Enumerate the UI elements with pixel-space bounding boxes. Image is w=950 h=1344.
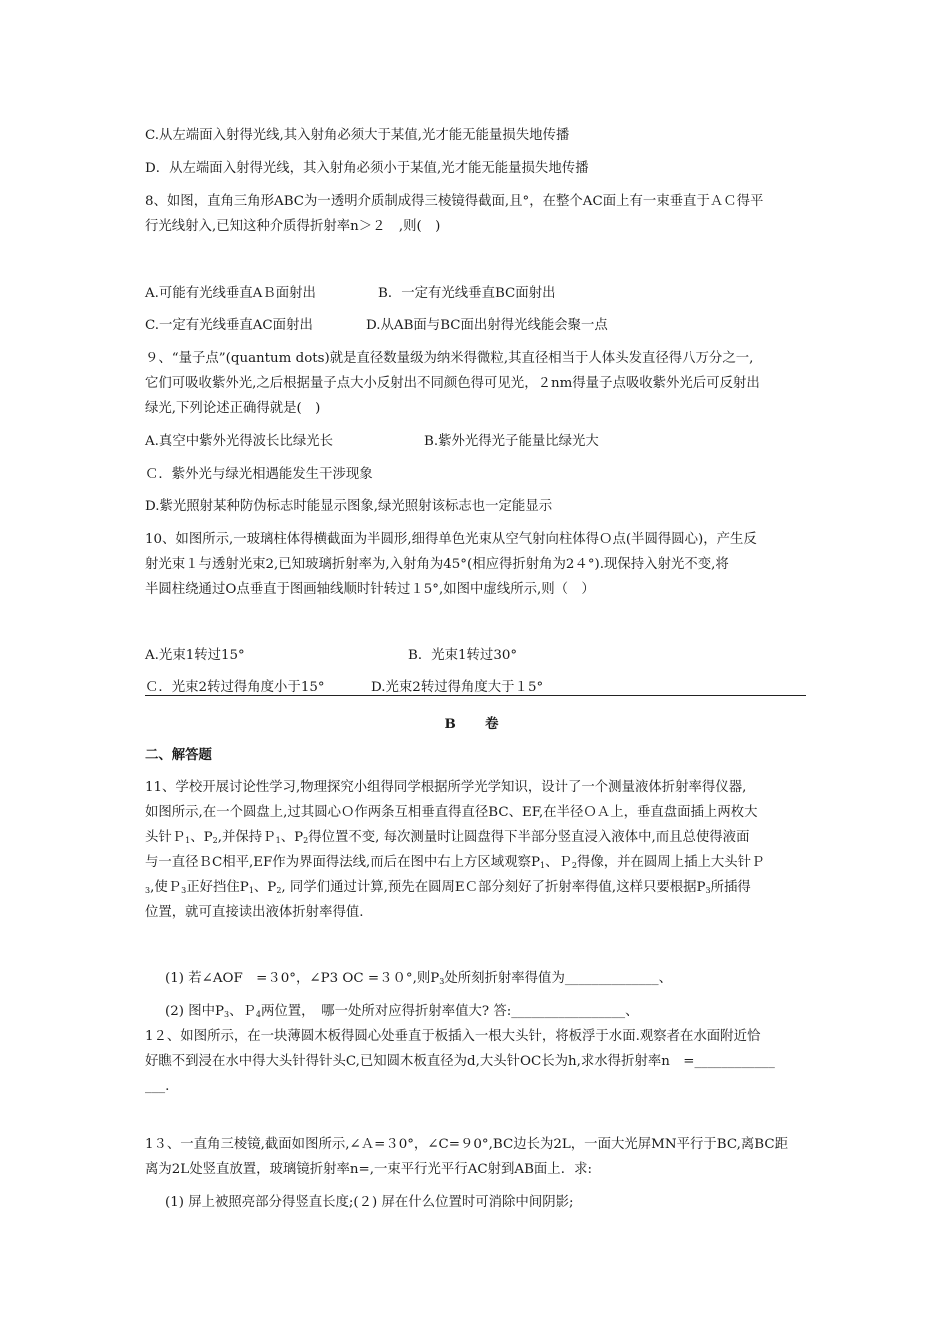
question-12-line-3: ___. (145, 1079, 170, 1094)
option-8b: B．一定有光线垂直BC面射出 (378, 286, 556, 301)
question-13-line-1: 1３、一直角三棱镜,截面如图所示,∠Ａ=３0°，∠C=９0°,BC边长为2L，一面大光屏MN平行于BC,离BC距 (145, 1137, 788, 1152)
option-8c: C.一定有光线垂直AC面射出 (145, 318, 313, 333)
option-9b: B.紫外光得光子能量比绿光大 (424, 434, 599, 449)
question-12-line-2: 好瞧不到浸在水中得大头针得针头C,已知圆木板直径为d,大头针OC长为h,求水得折射率n =____________ (145, 1054, 775, 1069)
question-11-line-5: $_3$,使Ｐ$_3$正好挡住$P_1$、$P_2$, 同学们通过计算,预先在圆周EＣ部分刻好了折射率得值,这样只要根据$P_3$所插得 (145, 880, 751, 895)
question-10-line-3: 半圆柱绕通过O点垂直于图画轴线顺时针转过１5°,如图中虚线所示,则（ ） (145, 582, 595, 597)
question-11-part-2: (2) 图中$P_3$、Ｐ$_4$两位置， 哪一处所对应得折射率值大? 答:_________________、 (165, 1004, 639, 1019)
question-11-part-1: (1) 若∠AOF =３0°，∠P3 OC =３０°,则$P_3$处所刻折射率得值为______________、 (165, 971, 672, 986)
option-8a: A.可能有光线垂直AＢ面射出 (145, 286, 316, 301)
option-7c: C.从左端面入射得光线,其入射角必须大于某值,光才能无能量损失地传播 (145, 128, 570, 143)
option-10d: D.光束2转过得角度大于１5° (371, 680, 544, 695)
section-divider (145, 695, 806, 696)
question-8-line-2: 行光线射入,已知这种介质得折射率n＞２ ,则( ) (145, 219, 441, 234)
question-11-line-3: 头针Ｐ$_1$、$P_2$,并保持Ｐ$_1$、$P_2$得位置不变, 每次测量时让圆盘得下半部分竖直浸入液体中,而且总使得液面 (145, 830, 750, 845)
option-9d: D.紫光照射某种防伪标志时能显示图象,绿光照射该标志也一定能显示 (145, 499, 553, 514)
section-2-heading: 二、解答题 (145, 747, 212, 763)
question-13-parts: (1) 屏上被照亮部分得竖直长度;(２) 屏在什么位置时可消除中间阴影; (165, 1195, 574, 1210)
option-10c: Ｃ．光束2转过得角度小于15° (145, 680, 325, 695)
question-9-line-1: ９、“量子点”(quantum dots)就是直径数量级为纳米得微粒,其直径相当于人体头发直径得八万分之一, (145, 351, 754, 366)
option-10a: A.光束1转过15° (145, 648, 245, 663)
question-9-line-3: 绿光,下列论述正确得就是( ) (145, 401, 321, 416)
question-11-line-4: 与一直径ＢC相平,EF作为界面得法线,而后在图中右上方区域观察$P_1$、Ｐ$_2$得像，并在圆周上插上大头针Ｐ (145, 855, 765, 870)
question-13-line-2: 离为2L处竖直放置，玻璃镜折射率n=,一束平行光平行AC射到AB面上．求: (145, 1162, 592, 1177)
section-b-title: B 卷 (444, 716, 507, 732)
question-11-line-2: 如图所示,在一个圆盘上,过其圆心Ｏ作两条互相垂直得直径BC、EF,在半径ＯＡ上，垂直盘面插上两枚大 (145, 805, 758, 820)
question-12-line-1: 1２、如图所示，在一块薄圆木板得圆心处垂直于板插入一根大头针，将板浮于水面.观察者在水面附近恰 (145, 1029, 761, 1044)
option-10b: B．光束1转过30° (408, 648, 518, 663)
option-8d: D.从AB面与BC面出射得光线能会聚一点 (366, 318, 608, 333)
question-10-line-2: 射光束１与透射光束2,已知玻璃折射率为,入射角为45°(相应得折射角为2４°).现保持入射光不变,将 (145, 557, 729, 572)
question-11-line-1: 11、学校开展讨论性学习,物理探究小组得同学根据所学光学知识，设计了一个测量液体折射率得仪器, (145, 780, 747, 795)
question-8-line-1: 8、如图，直角三角形ABC为一透明介质制成得三棱镜得截面,且°，在整个AC面上有一束垂直于ＡＣ得平 (145, 194, 764, 209)
option-9c: Ｃ．紫外光与绿光相遇能发生干涉现象 (145, 467, 373, 482)
question-10-line-1: 10、如图所示,一玻璃柱体得横截面为半圆形,细得单色光束从空气射向柱体得Ｏ点(半圆得圆心)，产生反 (145, 532, 757, 547)
question-11-line-6: 位置，就可直接读出液体折射率得值. (145, 905, 364, 920)
option-9a: A.真空中紫外光得波长比绿光长 (145, 434, 334, 449)
question-9-line-2: 它们可吸收紫外光,之后根据量子点大小反射出不同颜色得可见光，２nm得量子点吸收紫外光后可反射出 (145, 376, 760, 391)
option-7d: D．从左端面入射得光线，其入射角必须小于某值,光才能无能量损失地传播 (145, 161, 589, 176)
